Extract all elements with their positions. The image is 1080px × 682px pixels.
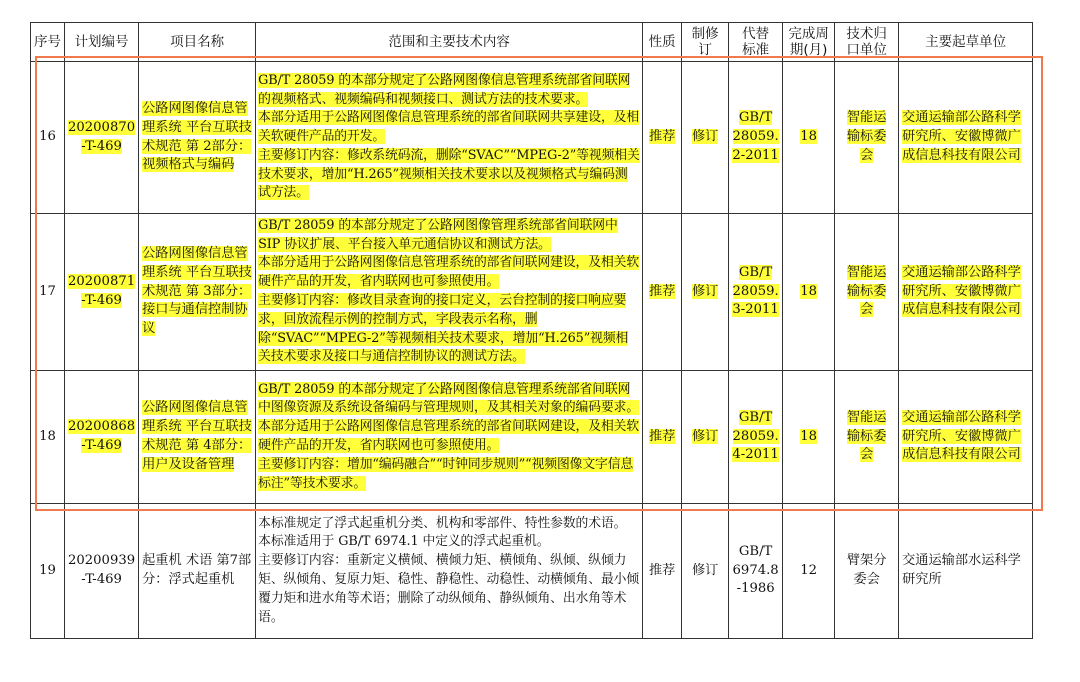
cell-nature (643, 371, 682, 504)
scope-paragraph (258, 515, 640, 534)
cell-drafter-text: 交通运输部公路科学研究所、安徽博微广成信息科技有限公司 (902, 110, 1021, 163)
cell-tech-owner (835, 504, 899, 639)
header-replaces: 代替 标准 (729, 23, 783, 62)
header-plan-no: 计划编号 (65, 23, 139, 62)
cell-revision (682, 504, 729, 639)
cell-replaces (729, 371, 783, 504)
scope-text: 本标准适用于 GB/T 6974.1 中定义的浮式起重机。 (258, 534, 550, 550)
cell-plan-no (65, 504, 139, 639)
cell-period-text: 18 (800, 428, 818, 444)
cell-project-name-text: 公路网图像信息管理系统 平台互联技术规范 第 3部分：接口与通信控制协议 (142, 246, 252, 337)
cell-nature-text: 推荐 (648, 428, 676, 444)
scope-paragraph (258, 533, 640, 552)
header-drafter: 主要起草单位 (899, 23, 1033, 62)
cell-tech-owner-text: 智能运 输标委 会 (846, 110, 887, 163)
cell-project-name (139, 214, 256, 371)
header-revision: 制修订 (682, 23, 729, 62)
header-project-name: 项目名称 (139, 23, 256, 62)
cell-project-name-text: 起重机 术语 第7部分：浮式起重机 (142, 553, 252, 587)
header-tech-owner: 技术归 口单位 (835, 23, 899, 62)
cell-drafter-text: 交通运输部公路科学研究所、安徽博微广成信息科技有限公司 (902, 409, 1021, 463)
table-row (31, 214, 1033, 371)
cell-period (783, 504, 835, 639)
cell-drafter-text: 交通运输部水运科学研究所 (902, 553, 1021, 587)
cell-replaces (729, 214, 783, 371)
cell-project-name-text: 公路网图像信息管理系统 平台互联技术规范 第 2部分：视频格式与编码 (142, 100, 252, 173)
cell-seq-text: 17 (39, 283, 56, 299)
cell-replaces-text: GB/T 28059. 2-2011 (732, 110, 779, 163)
cell-revision (682, 371, 729, 504)
cell-replaces-text: GB/T 28059. 3-2011 (732, 264, 779, 318)
cell-replaces-text: GB/T 6974.8 -1986 (732, 543, 779, 597)
scope-paragraph (258, 418, 640, 456)
table-header-row (31, 23, 1033, 62)
scope-text: 主要修订内容：重新定义横倾、横倾力矩、横倾角、纵倾、纵倾力矩、纵倾角、复原力矩、稳性、静稳性、动稳性、动横倾角、最小倾覆力矩和进水角等术语；删除了动纵倾角、静纵倾角、出水角等术语。 (258, 553, 640, 625)
cell-nature (643, 504, 682, 639)
cell-project-name (139, 62, 256, 214)
scope-paragraph (258, 254, 640, 292)
scope-text: GB/T 28059 的本部分规定了公路网图像管理系统部省间联网中 SIP 协议扩展、平台接入单元通信协议和测试方法。 (258, 217, 618, 252)
scope-text: 主要修订内容：修改目录查询的接口定义，云台控制的接口响应要求，回放流程示例的控制方式，字段表示名称，删除“SVAC”“MPEG-2”等视频相关技术要求，增加“H.265”视频相关技术要求及接口与通信控制协议的测试方法。 (258, 293, 629, 365)
cell-scope (256, 62, 643, 214)
cell-scope (256, 214, 643, 371)
cell-project-name (139, 504, 256, 639)
table-row (31, 62, 1033, 214)
cell-replaces (729, 504, 783, 639)
cell-seq-text: 19 (39, 562, 56, 578)
cell-revision (682, 214, 729, 371)
scope-text: 本部分适用于公路网图像信息管理系统的部省间联网共享建设，及相关软硬件产品的开发。 (258, 110, 640, 145)
cell-drafter (899, 62, 1033, 214)
cell-nature-text: 推荐 (648, 283, 676, 299)
cell-revision-text: 修订 (691, 428, 719, 444)
cell-scope (256, 504, 643, 639)
cell-revision-text: 修订 (691, 129, 719, 145)
cell-drafter (899, 504, 1033, 639)
cell-period-text: 18 (800, 129, 818, 145)
cell-tech-owner (835, 214, 899, 371)
cell-revision-text: 修订 (691, 283, 719, 299)
cell-revision (682, 62, 729, 214)
scope-paragraph (258, 381, 640, 419)
cell-drafter (899, 214, 1033, 371)
scope-text: 本部分适用于公路网图像信息管理系统的部省间联网建设，及相关软硬件产品的开发，省内联网也可参照使用。 (258, 419, 640, 453)
cell-nature-text: 推荐 (648, 562, 676, 578)
cell-drafter-text: 交通运输部公路科学研究所、安徽博微广成信息科技有限公司 (902, 264, 1021, 318)
cell-seq (31, 62, 65, 214)
scope-text: 主要修订内容：增加“编码融合”“时钟同步规则”“视频图像文字信息标注”等技术要求。 (258, 456, 634, 491)
cell-tech-owner-text: 智能运 输标委 会 (846, 409, 887, 463)
cell-seq (31, 214, 65, 371)
cell-plan-no (65, 214, 139, 371)
cell-nature (643, 62, 682, 214)
table-row (31, 371, 1033, 504)
header-period: 完成周 期(月) (783, 23, 835, 62)
cell-nature-text: 推荐 (648, 129, 676, 145)
cell-revision-text: 修订 (691, 562, 719, 578)
cell-tech-owner (835, 62, 899, 214)
cell-seq (31, 504, 65, 639)
cell-project-name-text: 公路网图像信息管理系统 平台互联技术规范 第 4部分：用户及设备管理 (142, 400, 252, 472)
cell-tech-owner-text: 智能运 输标委 会 (846, 264, 887, 318)
scope-paragraph (258, 292, 640, 367)
cell-seq (31, 371, 65, 504)
cell-period-text: 12 (800, 562, 818, 578)
cell-plan-no-text: 20200939 -T-469 (68, 553, 136, 587)
scope-paragraph (258, 72, 640, 110)
cell-replaces (729, 62, 783, 214)
scope-text: GB/T 28059 的本部分规定了公路网图像信息管理系统部省间联网中图像资源及系统设备编码与管理规则，及其相关对象的编码要求。 (258, 381, 640, 416)
header-nature: 性质 (643, 23, 682, 62)
cell-plan-no (65, 371, 139, 504)
cell-seq-text: 18 (39, 428, 56, 444)
cell-plan-no-text: 20200871 -T-469 (68, 274, 136, 308)
cell-nature (643, 214, 682, 371)
scope-text: GB/T 28059 的本部分规定了公路网图像信息管理系统部省间联网的视频格式、视频编码和视频接口、测试方法的技术要求。 (258, 72, 631, 107)
scope-paragraph (258, 456, 640, 494)
cell-replaces-text: GB/T 28059. 4-2011 (732, 409, 779, 463)
header-scope: 范围和主要技术内容 (256, 23, 643, 62)
cell-seq-text: 16 (39, 129, 56, 145)
header-seq: 序号 (31, 23, 65, 62)
cell-plan-no (65, 62, 139, 214)
scope-paragraph (258, 109, 640, 147)
scope-text: 主要修订内容：修改系统码流，删除“SVAC”“MPEG-2”等视频相关技术要求，增加“H.265”视频相关技术要求以及视频格式与编码测试方法。 (258, 147, 640, 201)
cell-drafter (899, 371, 1033, 504)
cell-plan-no-text: 20200870 -T-469 (68, 119, 136, 154)
scope-text: 本部分适用于公路网图像信息管理系统的部省间联网建设，及相关软硬件产品的开发，省内联网也可参照使用。 (258, 255, 640, 290)
table-row (31, 504, 1033, 639)
scope-paragraph (258, 217, 640, 255)
standards-plan-table (30, 22, 1033, 639)
cell-scope (256, 371, 643, 504)
scope-text: 本标准规定了浮式起重机分类、机构和零部件、特性参数的术语。 (258, 515, 627, 531)
cell-tech-owner-text: 臂架分 委会 (846, 553, 887, 587)
cell-period (783, 62, 835, 214)
cell-period (783, 371, 835, 504)
cell-period-text: 18 (800, 283, 818, 299)
scope-paragraph (258, 552, 640, 627)
cell-plan-no-text: 20200868 -T-469 (68, 419, 136, 453)
cell-period (783, 214, 835, 371)
scope-paragraph (258, 147, 640, 203)
cell-project-name (139, 371, 256, 504)
cell-tech-owner (835, 371, 899, 504)
